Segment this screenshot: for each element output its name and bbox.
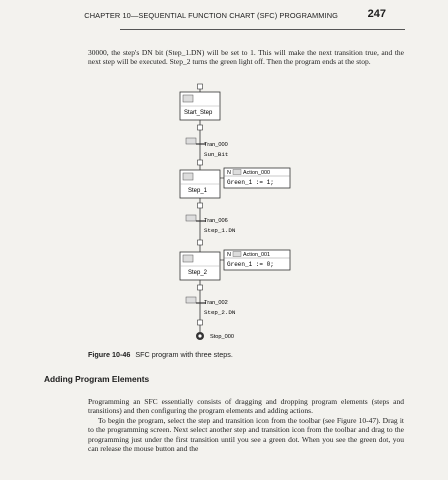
step-2-label: Step_2 [188,270,208,276]
step-icon [183,173,193,180]
figure-label: Figure 10-46 [88,350,131,359]
link-box [198,160,203,165]
link-box [198,125,203,130]
top-link-box [198,84,203,89]
start-step [180,92,220,120]
action-1-code: Green_1 := 1; [227,179,274,186]
link-box [198,320,203,325]
step-1-label: Step_1 [188,188,208,194]
transition-3-name: Tran_002 [204,300,228,306]
transition-1-condition: Sun_Bit [204,151,229,158]
action-2-qualifier: N [227,252,231,258]
action-2-name: Action_001 [243,252,270,258]
transition-2 [186,215,236,234]
transition-3-condition: Step_2.DN [204,309,236,316]
transition-2-name: Tran_006 [204,218,228,224]
action-icon [233,252,241,257]
body-paragraph-1: Programming an SFC essentially consists of dragging and dropping program elements (steps and transitions) and then configuring the program elements and adding actions. [88,396,404,416]
step-2 [180,252,220,280]
transition-1-name: Tran_000 [204,142,228,148]
link-box [198,240,203,245]
page-number: 247 [367,8,386,20]
transition-icon [186,138,196,144]
transition-3 [186,297,236,316]
body-paragraph-2: To begin the program, select the step and transition icon from the toolbar (see Figure 10-47). Drag it to the programming screen. Next select another step and transition icon from the toolbar and drag to the programming just under the first transition until you see a green dot. When you see the green dot, you can release the mouse button and the [88,415,404,454]
section-heading: Adding Program Elements [44,374,150,384]
action-2-code: Green_1 := 0; [227,261,274,268]
stop-label: Stop_000 [210,334,234,340]
figure-caption [88,350,233,359]
step-1 [180,170,220,198]
action-1-qualifier: N [227,170,231,176]
start-step-label: Start_Step [184,110,213,116]
action-2 [224,250,290,270]
transition-icon [186,215,196,221]
link-box [198,285,203,290]
transition-icon [186,297,196,303]
figure-caption-text: SFC program with three steps. [135,350,233,359]
step-icon [183,255,193,262]
step-icon [183,95,193,102]
transition-1 [186,138,228,158]
intro-paragraph: 30000, the step's DN bit (Step_1.DN) will be set to 1. This will make the next transition true, and the next step will be executed. Step_2 turns the green light off. Then the program ends at the stop. [88,47,404,67]
stop-element [196,332,234,340]
action-1-name: Action_000 [243,170,270,176]
link-box [198,203,203,208]
transition-2-condition: Step_1.DN [204,227,236,234]
action-icon [233,170,241,175]
action-1 [224,168,290,188]
chapter-title: CHAPTER 10—SEQUENTIAL FUNCTION CHART (SFC) PROGRAMMING [84,11,338,20]
